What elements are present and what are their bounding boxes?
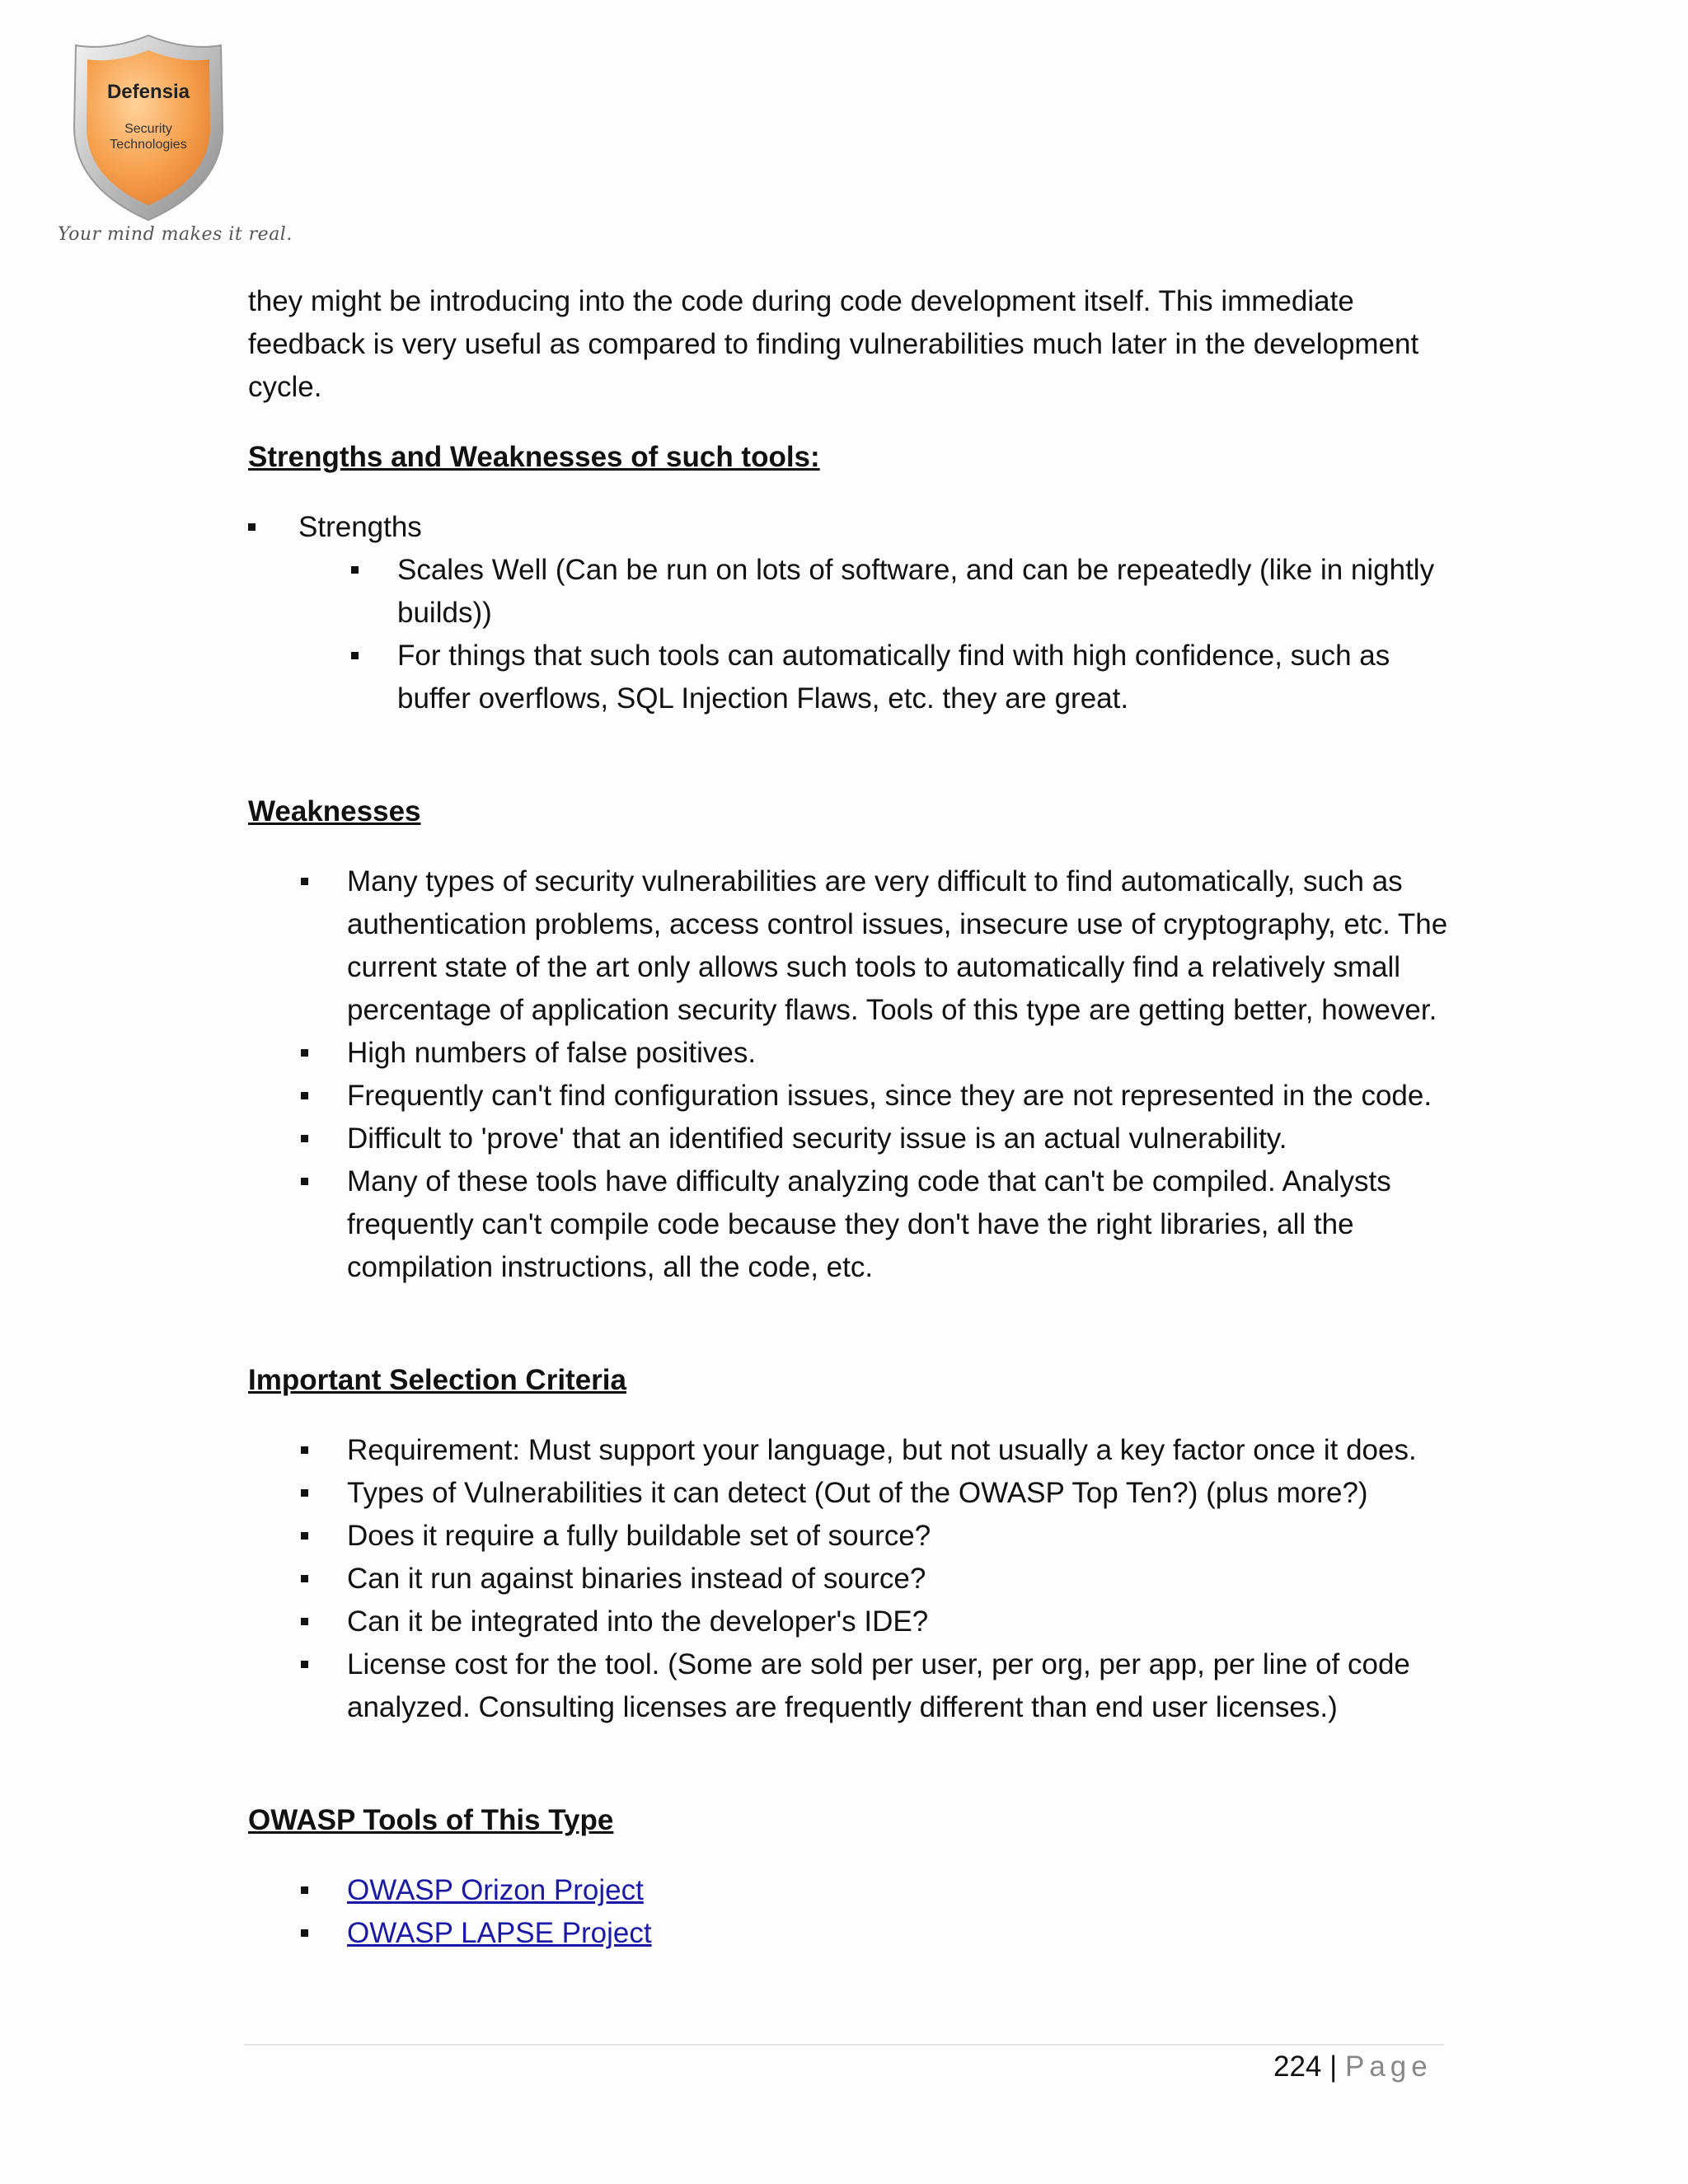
page-label: Page [1344,2050,1432,2083]
list-item: License cost for the tool. (Some are sold per user, per org, per app, per line of code analyzed. Consulting licenses are frequently different than end user licenses.) [347,1643,1451,1729]
list-item: Difficult to 'prove' that an identified security issue is an actual vulnerability. [347,1118,1451,1160]
list-item: Frequently can't find configuration issues, since they are not represented in the code. [347,1075,1451,1118]
criteria-list [248,1429,1451,1729]
strengths-sublist [298,549,1451,720]
list-item [347,1869,1451,1912]
footer-separator: | [1329,2050,1338,2083]
intro-line-3: cycle. [248,371,322,403]
list-item [298,506,1451,720]
strengths-weaknesses-heading: Strengths and Weaknesses of such tools: [248,441,820,473]
document-body [248,280,1451,1955]
list-item: Can it be integrated into the developer's IDE? [347,1601,1451,1643]
selection-criteria-heading: Important Selection Criteria [248,1364,626,1396]
strengths-list [248,506,1451,720]
list-item: Many types of security vulnerabilities are very difficult to find automatically, such as authentication problems, access control issues, insecure use of cryptography, etc. The current state of the art only allows such tools to automatically find a relatively small percentage of application security flaws. Tools of this type are getting better, however. [347,860,1451,1032]
footer-divider [244,2044,1444,2046]
owasp-lapse-link[interactable]: OWASP LAPSE Project [347,1917,652,1949]
logo-sub1: Security [124,122,172,136]
weaknesses-heading: Weaknesses [248,795,421,827]
list-item: Requirement: Must support your language, but not usually a key factor once it does. [347,1429,1451,1472]
intro-line-2: feedback is very useful as compared to finding vulnerabilities much later in the development [248,328,1419,360]
list-item: Does it require a fully buildable set of source? [347,1515,1451,1558]
page-number: 224 [1273,2050,1322,2083]
weaknesses-list [248,860,1451,1289]
logo-tagline: Your mind makes it real. [58,224,293,245]
owasp-tools-heading: OWASP Tools of This Type [248,1804,614,1836]
intro-line-1: they might be introducing into the code during code development itself. This immediate [248,285,1354,317]
list-item: Can it run against binaries instead of source? [347,1558,1451,1601]
list-item [347,1912,1451,1955]
list-item: For things that such tools can automatically find with high confidence, such as buffer overflows, SQL Injection Flaws, etc. they are great. [397,635,1451,720]
owasp-orizon-link[interactable]: OWASP Orizon Project [347,1874,644,1906]
list-item: Many of these tools have difficulty analyzing code that can't be compiled. Analysts frequently can't compile code because they don't have the right libraries, all the compilation instructions, all the code, etc. [347,1160,1451,1289]
logo-sub2: Technologies [110,138,187,152]
page-footer [1273,2047,1432,2087]
list-item: Types of Vulnerabilities it can detect (Out of the OWASP Top Ten?) (plus more?) [347,1472,1451,1515]
shield-icon [58,29,256,227]
logo-name: Defensia [106,81,190,103]
strengths-label: Strengths [298,511,422,543]
owasp-tools-list [248,1869,1451,1955]
list-item: Scales Well (Can be run on lots of software, and can be repeatedly (like in nightly builds)) [397,549,1451,635]
list-item: High numbers of false positives. [347,1032,1451,1075]
